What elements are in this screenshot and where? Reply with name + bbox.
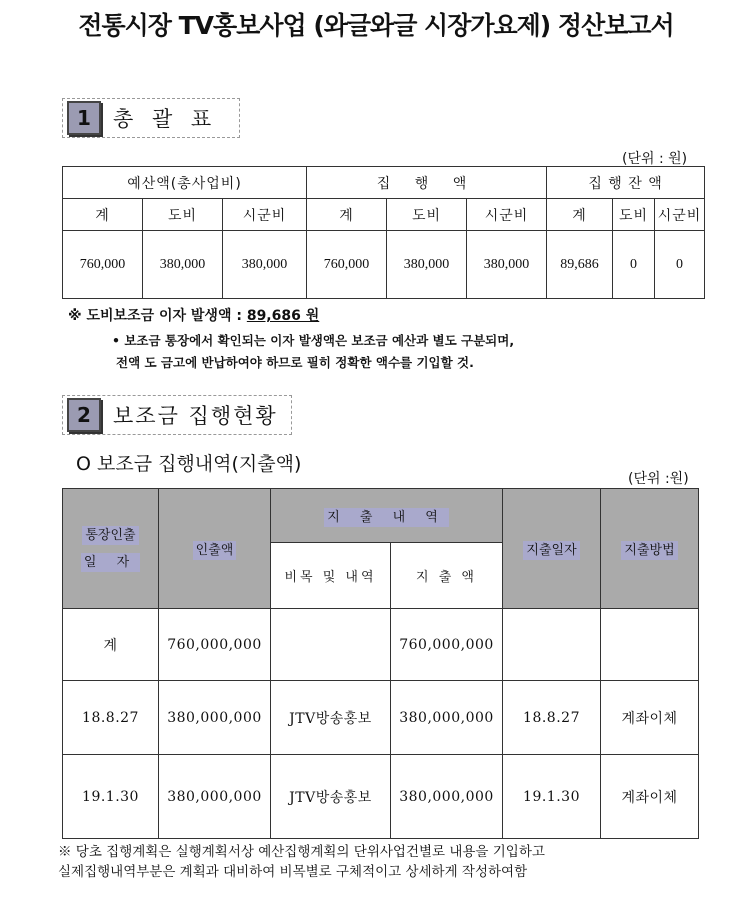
row-withdraw: 760,000,000 [159,609,271,681]
subheader-province: 도비 [613,199,655,231]
footnote [58,842,545,882]
value-cell: 0 [613,231,655,299]
value-cell: 380,000 [143,231,223,299]
header-text: 일 자 [81,553,140,572]
unit-label: (단위 :원) [628,471,689,487]
header-withdraw-date [63,489,159,609]
row-withdraw: 380,000,000 [159,755,271,839]
section-number-badge: 1 [67,101,101,135]
header-expense-amount: 지 출 액 [391,543,503,609]
table-row [63,609,699,681]
row-amount: 380,000,000 [391,755,503,839]
value-cell: 380,000 [223,231,307,299]
header-text: 인출액 [193,541,237,560]
header-method [601,489,699,609]
header-text: 통장인출 [82,526,138,545]
summary-table [62,166,705,299]
footnote-line: 실제집행내역부분은 계획과 대비하여 비목별로 구체적이고 상세하게 작성하여함 [58,864,528,880]
header-withdraw-amount [159,489,271,609]
unit-label: (단위 : 원) [622,151,688,167]
value-cell: 380,000 [467,231,547,299]
header-expense-detail [271,489,503,543]
row-method: 계좌이체 [601,681,699,755]
subheader-city: 시군비 [655,199,705,231]
value-cell: 380,000 [387,231,467,299]
row-amount: 760,000,000 [391,609,503,681]
header-executed: 집 행 액 [307,167,547,199]
footnote-line: ※ 당초 집행계획은 실행계획서상 예산집행계획의 단위사업건별로 내용을 기입하고 [58,844,545,860]
section-2-heading [62,395,292,435]
value-cell: 760,000 [307,231,387,299]
execution-table [62,488,699,839]
section-title: 보조금 집행현황 [113,404,278,428]
row-withdraw: 380,000,000 [159,681,271,755]
interest-note [68,305,319,325]
header-text: 지출방법 [621,541,677,560]
subheader-total: 계 [307,199,387,231]
header-text: 지출일자 [523,541,579,560]
table-row [63,681,699,755]
subheader-city: 시군비 [467,199,547,231]
row-expense-date: 19.1.30 [503,755,601,839]
row-method: 계좌이체 [601,755,699,839]
table-row [63,755,699,839]
interest-instructions [112,330,514,374]
subheader-city: 시군비 [223,199,307,231]
value-cell: 0 [655,231,705,299]
section-title: 총 괄 표 [113,107,218,131]
row-item [271,609,391,681]
subheader-total: 계 [63,199,143,231]
row-item: JTV방송홍보 [271,681,391,755]
row-date: 계 [63,609,159,681]
row-amount: 380,000,000 [391,681,503,755]
header-expense-date [503,489,601,609]
page-title: 전통시장 TV홍보사업 (와글와글 시장가요제) 정산보고서 [78,11,674,40]
subheader-province: 도비 [143,199,223,231]
row-date: 18.8.27 [63,681,159,755]
header-text: 지 출 내 역 [324,508,449,527]
subheader-total: 계 [547,199,613,231]
header-balance: 집 행 잔 액 [547,167,705,199]
row-expense-date: 18.8.27 [503,681,601,755]
header-item: 비목 및 내역 [271,543,391,609]
instruction-line: 전액 도 금고에 반납하여야 하므로 필히 정확한 액수를 기입할 것. [116,355,474,370]
section-number-badge: 2 [67,398,101,432]
row-expense-date [503,609,601,681]
subsection-heading: O 보조금 집행내역(지출액) [76,453,302,475]
row-method [601,609,699,681]
value-cell: 760,000 [63,231,143,299]
interest-note-prefix: ※ 도비보조금 이자 발생액 : [68,308,247,324]
value-cell: 89,686 [547,231,613,299]
row-item: JTV방송홍보 [271,755,391,839]
header-budget: 예산액(총사업비) [63,167,307,199]
row-date: 19.1.30 [63,755,159,839]
interest-amount: 89,686 원 [246,308,320,324]
subheader-province: 도비 [387,199,467,231]
section-1-heading [62,98,240,138]
instruction-line: • 보조금 통장에서 확인되는 이자 발생액은 보조금 예산과 별도 구분되며, [112,333,515,348]
